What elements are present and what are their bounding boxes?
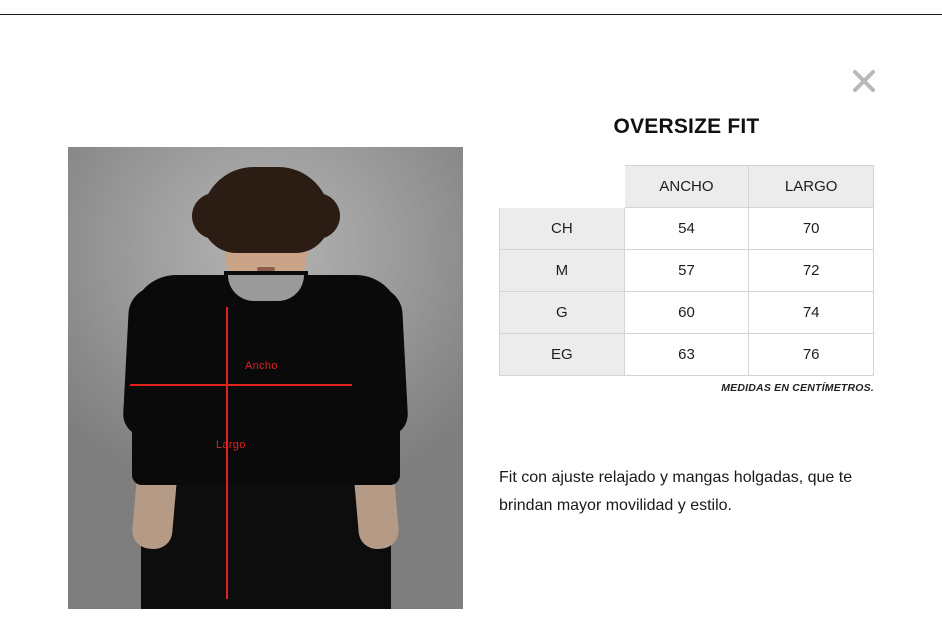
table-row bbox=[500, 208, 874, 250]
cell-largo: 74 bbox=[749, 292, 874, 334]
model-eye-right bbox=[281, 237, 292, 242]
length-guide-label: Largo bbox=[216, 439, 246, 451]
size-table bbox=[499, 165, 874, 376]
tshirt-body bbox=[132, 275, 400, 485]
row-size-label: G bbox=[500, 292, 625, 334]
table-row bbox=[500, 292, 874, 334]
table-row bbox=[500, 334, 874, 376]
cell-ancho: 57 bbox=[624, 250, 749, 292]
model-brow-left bbox=[237, 229, 253, 233]
size-table-body bbox=[500, 208, 874, 376]
cell-largo: 70 bbox=[749, 208, 874, 250]
measurement-units-note: MEDIDAS EN CENTÍMETROS. bbox=[721, 382, 874, 394]
cell-ancho: 54 bbox=[624, 208, 749, 250]
table-header-row bbox=[500, 166, 874, 208]
close-icon-glyph bbox=[851, 68, 877, 94]
width-guide-line bbox=[130, 384, 352, 386]
row-size-label: EG bbox=[500, 334, 625, 376]
model-pants bbox=[141, 477, 391, 609]
column-header-ancho: ANCHO bbox=[624, 166, 749, 208]
model-eye-left bbox=[240, 237, 251, 242]
cell-ancho: 63 bbox=[624, 334, 749, 376]
page-title: OVERSIZE FIT bbox=[613, 115, 760, 138]
size-panel bbox=[499, 115, 879, 521]
fit-description: Fit con ajuste relajado y mangas holgadas, que te brindan mayor movilidad y estilo. bbox=[499, 469, 853, 515]
length-guide-line bbox=[226, 307, 228, 599]
table-corner-cell bbox=[500, 166, 625, 208]
row-size-label: M bbox=[500, 250, 625, 292]
cell-ancho: 60 bbox=[624, 292, 749, 334]
size-table-head bbox=[500, 166, 874, 208]
model-hair bbox=[202, 167, 330, 253]
cell-largo: 76 bbox=[749, 334, 874, 376]
model-mouth bbox=[257, 267, 275, 271]
product-photo bbox=[68, 147, 463, 609]
width-guide-label: Ancho bbox=[245, 360, 278, 372]
size-guide-modal bbox=[0, 15, 942, 635]
cell-largo: 72 bbox=[749, 250, 874, 292]
model-brow-right bbox=[279, 229, 295, 233]
column-header-largo: LARGO bbox=[749, 166, 874, 208]
close-icon[interactable] bbox=[848, 65, 880, 97]
row-size-label: CH bbox=[500, 208, 625, 250]
table-row bbox=[500, 250, 874, 292]
